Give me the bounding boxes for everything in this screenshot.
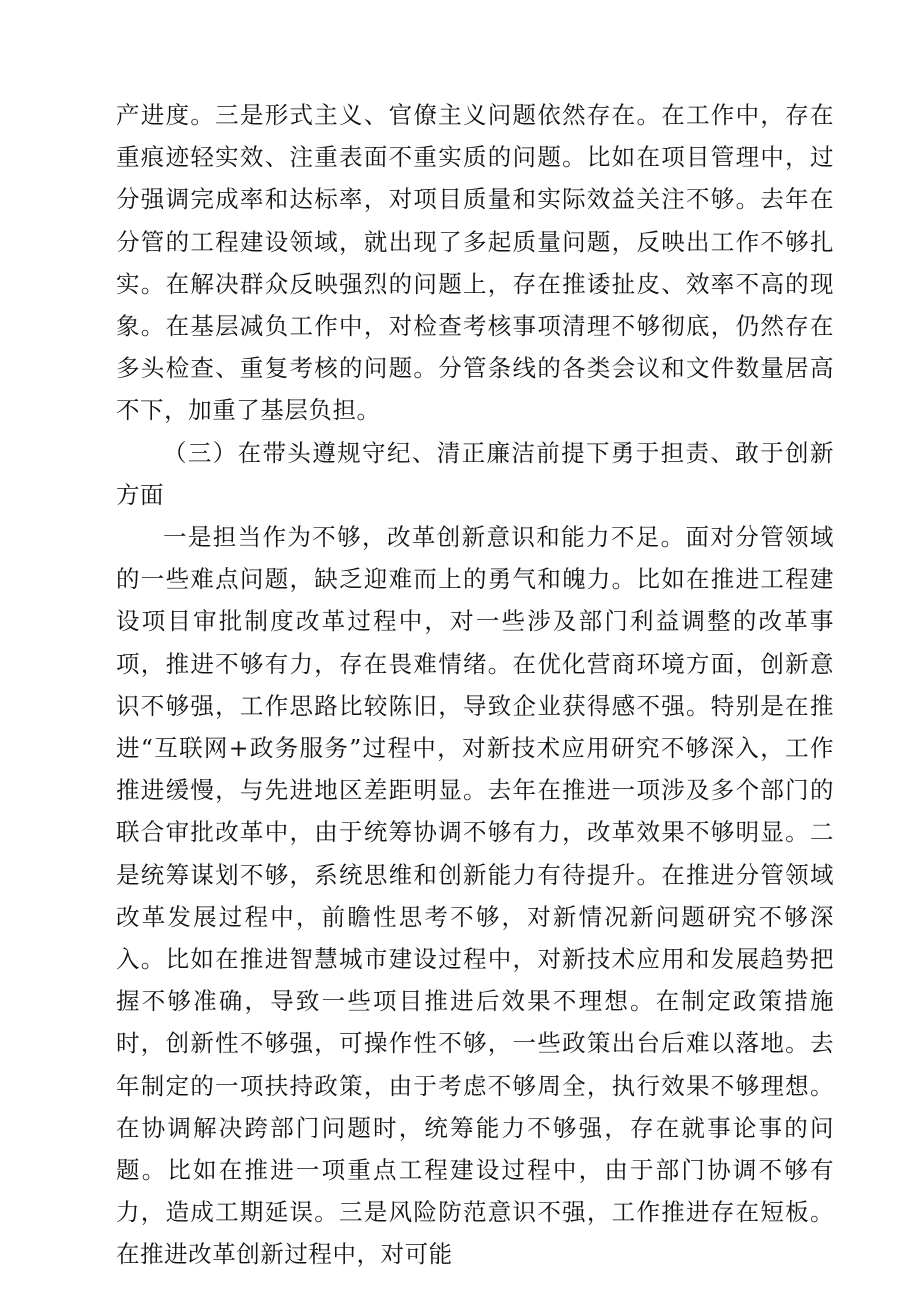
section-heading: （三）在带头遵规守纪、清正廉洁前提下勇于担责、敢于创新方面 — [116, 438, 834, 509]
paragraph-section-body: 一是担当作为不够，改革创新意识和能力不足。面对分管领域的一些难点问题，缺乏迎难而上的勇气和魄力。比如在推进工程建设项目审批制度改革过程中，对一些涉及部门利益调整的改革事项，推进不够有力，存在畏难情绪。在优化营商环境方面，创新意识不够强，工作思路比较陈旧，导致企业获得感不强。特别是在推进“互联网+政务服务”过程中，对新技术应用研究不够深入，工作推进缓慢，与先进地区差距明显。去年在推进一项涉及多个部门的联合审批改革中，由于统筹协调不够有力，改革效果不够明显。二是统筹谋划不够，系统思维和创新能力有待提升。在推进分管领域改革发展过程中，前瞻性思考不够，对新情况新问题研究不够深入。比如在推进智慧城市建设过程中，对新技术应用和发展趋势把握不够准确，导致一些项目推进后效果不理想。在制定政策措施时，创新性不够强，可操作性不够，一些政策出台后难以落地。去年制定的一项扶持政策，由于考虑不够周全，执行效果不够理想。在协调解决跨部门问题时，统筹能力不够强，存在就事论事的问题。比如在推进一项重点工程建设过程中，由于部门协调不够有力，造成工期延误。三是风险防范意识不强，工作推进存在短板。在推进改革创新过程中，对可能 — [116, 523, 834, 1269]
paragraph-continued: 产进度。三是形式主义、官僚主义问题依然存在。在工作中，存在重痕迹轻实效、注重表面不重实质的问题。比如在项目管理中，过分强调完成率和达标率，对项目质量和实际效益关注不够。去年在分管的工程建设领域，就出现了多起质量问题，反映出工作不够扎实。在解决群众反映强烈的问题上，存在推诿扯皮、效率不高的现象。在基层减负工作中，对检查考核事项清理不够彻底，仍然存在多头检查、重复考核的问题。分管条线的各类会议和文件数量居高不下，加重了基层负担。 — [116, 101, 834, 425]
document-page — [116, 94, 834, 1276]
